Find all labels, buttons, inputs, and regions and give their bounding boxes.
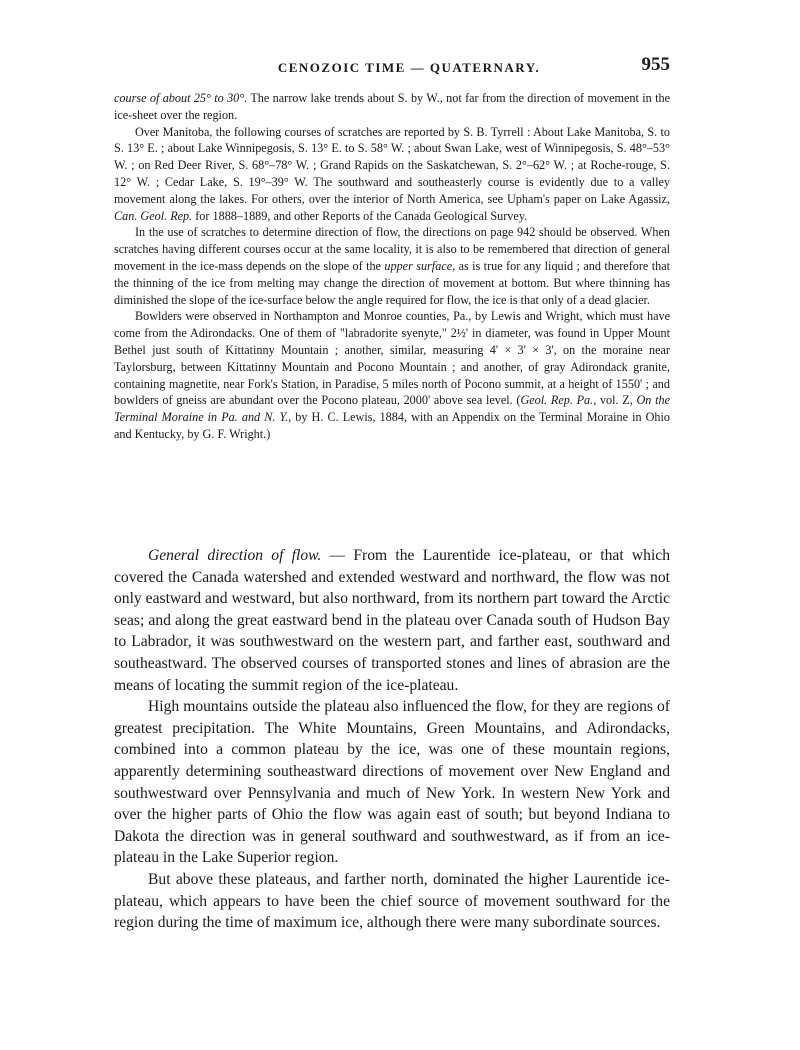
running-head [148,52,670,82]
small-print-block [114,90,670,443]
paragraph-text: for 1888–1889, and other Reports of the Canada Geological Survey. [192,208,528,223]
small-print-paragraph-2 [114,124,670,225]
paragraph-text: — From the Laurentide ice-plateau, or that which covered the Canada watershed and extended westward and northward, the flow was not only eastward and westward, but also northward, from its northern part toward the Arctic seas; and along the great eastward bend in the plateau over Canada south of Hudson Bay to Labrador, it was southwestward on the western part, and farther east, southward and southeastward. The observed courses of transported stones and lines of abrasion are the means of locating the summit region of the ice-plateau. [114,547,671,694]
paragraph-text: vol. Z, [596,393,637,408]
main-paragraph-3: But above these plateaus, and farther north, dominated the higher Laurentide ice-plateau, which appears to have been the chief source of movement southward for the region during the time of maximum ice, although there were many subordinate sources. [114,870,670,932]
paragraph-text: The narrow lake trends about S. by W., not far from the direction of movement in the ice-sheet over the region. [114,91,670,122]
paragraph-text: Over Manitoba, the following courses of scratches are reported by S. B. Tyrrell : About Lake Manitoba, S. to S. 13° E. ; about Lake Winnipegosis, S. 13° E. to S. 58° W. ; about Swan Lake, west of Winnipegosis, S. 48°–53° W. ; on Red Deer River, S. 68°–78° W. ; Grand Rapids on the Saskatchewan, S. 2°–62° W. ; at Roche-rouge, S. 12° W. ; Cedar Lake, S. 19°–39° W. The southward and southeasterly course is evidently due to a valley movement along the lakes. For others, over the interior of North America, see Upham's paper on Lake Agassiz, [114,124,670,206]
italic-text: course of about 25° to 30°. [114,91,248,105]
main-paragraph-1 [114,545,670,696]
paragraph-text: as is true for any liquid ; and therefore that the thinning of the ice from melting may change the direction of movement at bottom. But where thinning has diminished the slope of the ice-surface below the angle required for flow, the ice is that only of a dead glacier. [114,258,671,307]
page-number: 955 [641,54,670,75]
small-print-paragraph-4 [114,308,670,442]
citation-title: Geol. Rep. Pa., [520,393,597,408]
small-print-paragraph-3 [114,224,670,308]
paragraph-text: Bowlders were observed in Northampton and Monroe counties, Pa., by Lewis and Wright, which must have come from the Adirondacks. One of them of "labradorite syenyte," 2½' in diameter, was found in Upper Mount Bethel just south of Kittatinny Mountain ; another, similar, measuring 4' × 3' × 3', on the moraine near Taylorsburg, between Kittatinny Mountain and Pocono Mountain ; and another, of gray Adirondack granite, containing magnetite, near Fork's Station, in Paradise, 5 miles north of Pocono summit, at a height of 1550' ; and bowlders of gneiss are abundant over the Pocono plateau, 2000' above sea level. ( [114,309,670,408]
citation-title: On the Terminal Moraine in Pa. and N. Y., [114,393,670,425]
citation-title: Can. Geol. Rep. [114,208,193,223]
running-title: CENOZOIC TIME — QUATERNARY. [277,60,541,75]
section-heading: General direction of flow. [148,547,322,564]
small-print-paragraph-1 [114,90,670,124]
paragraph-text: In the use of scratches to determine direction of flow, the directions on page 942 should be observed. When scratches having different courses occur at the same locality, it is also to be remembered that direction of general movement in the ice-mass depends on the slope of the [114,225,670,273]
main-text-block [114,545,670,934]
italic-text: upper surface, [384,258,456,273]
main-paragraph-2: High mountains outside the plateau also influenced the flow, for they are regions of greatest precipitation. The White Mountains, Green Mountains, and Adirondacks, combined into a common plateau by the ice, was one of these mountain regions, apparently determining southeastward directions of movement over New England and southwestward over Pennsylvania and much of New York. In western New York and over the higher parts of Ohio the flow was again east of south; but beyond Indiana to Dakota the direction was in general southward and southwestward, as if from an ice-plateau in the Lake Superior region. [114,698,670,867]
paragraph-text: by H. C. Lewis, 1884, with an Appendix on the Terminal Moraine in Ohio and Kentucky, by G. F. Wright.) [114,410,670,441]
